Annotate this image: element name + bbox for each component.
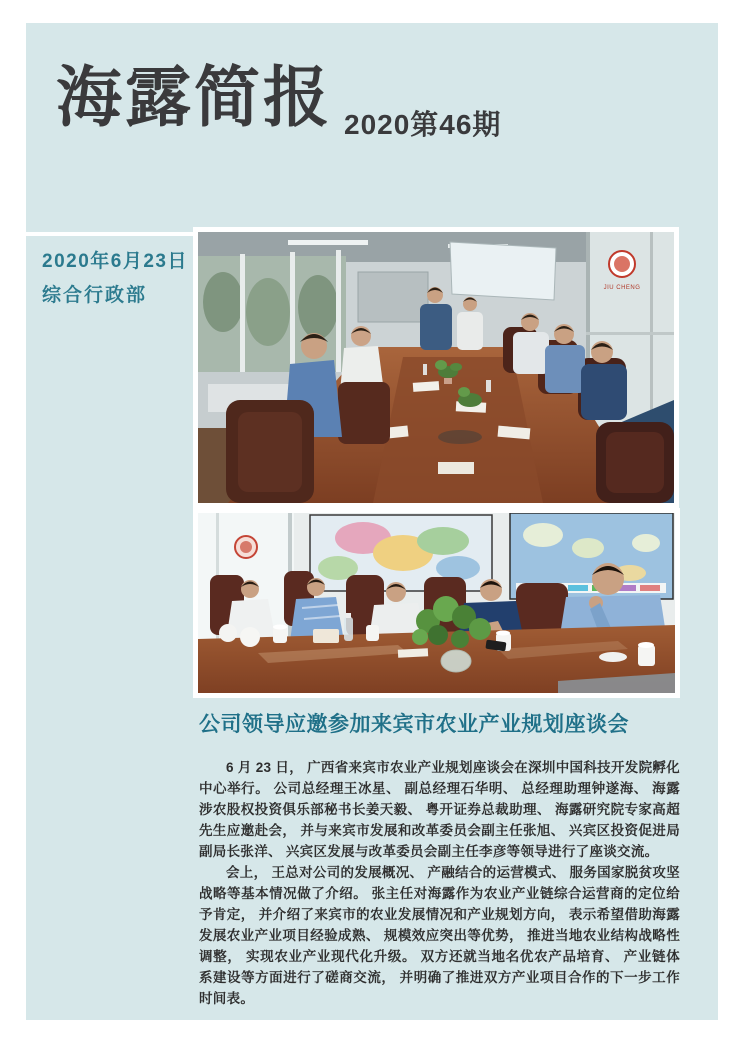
article-body [199, 757, 680, 1009]
china-map [310, 515, 492, 591]
article-headline: 公司领导应邀参加来宾市农业产业规划座谈会 [199, 713, 629, 736]
paragraph-1: 6 月 23 日， 广西省来宾市农业产业规划座谈会在深圳中国科技开发院孵化中心举行。 公司总经理王冰星、 副总经理石华明、 总经理助理钟遂海、 海露涉农股权投资俱乐部秘书长姜天毅、 粤开证券总裁助理、 海露研究院专家高超先生应邀赴会， 并与来宾市发展和改革委员会副主任张旭、 兴宾区投资促进局副局长张洋、 兴宾区发展与改革委员会副主任李彦等领导进行了座谈交流。 [199, 760, 680, 859]
newsletter-title: 海露简报 [56, 60, 332, 134]
department-label: 综合行政部 [42, 285, 148, 306]
attendees-illustration [198, 513, 675, 693]
issue-date: 2020年6月23日 [42, 251, 188, 272]
meeting-photo-bottom [193, 508, 680, 698]
seal-caption: JIU CHENG [603, 285, 641, 291]
paragraph-2: 会上， 王总对公司的发展概况、 产融结合的运营模式、 服务国家脱贫攻坚战略等基本情况做了介绍。 张主任对海露作为农业产业链综合运营商的定位给予肯定， 并介绍了来宾市的农业发展情况和产业规划方向， 表示希望借助海露发展农业产业项目经验成熟、 规模效应突出等优势， 推进当地农业结构战略性调整， 实现农业产业现代化升级。 双方还就当地名优农产品培育、 产业链体系建设等方面进行了磋商交流， 并明确了推进双方产业项目合作的下一步工作时间表。 [199, 865, 680, 1006]
meeting-photo-top [193, 227, 679, 508]
issue-number: 2020第46期 [344, 109, 502, 140]
whiteboard [358, 272, 428, 322]
meeting-room-illustration [198, 232, 674, 503]
header-divider [26, 232, 193, 236]
projection-screen [450, 242, 556, 300]
